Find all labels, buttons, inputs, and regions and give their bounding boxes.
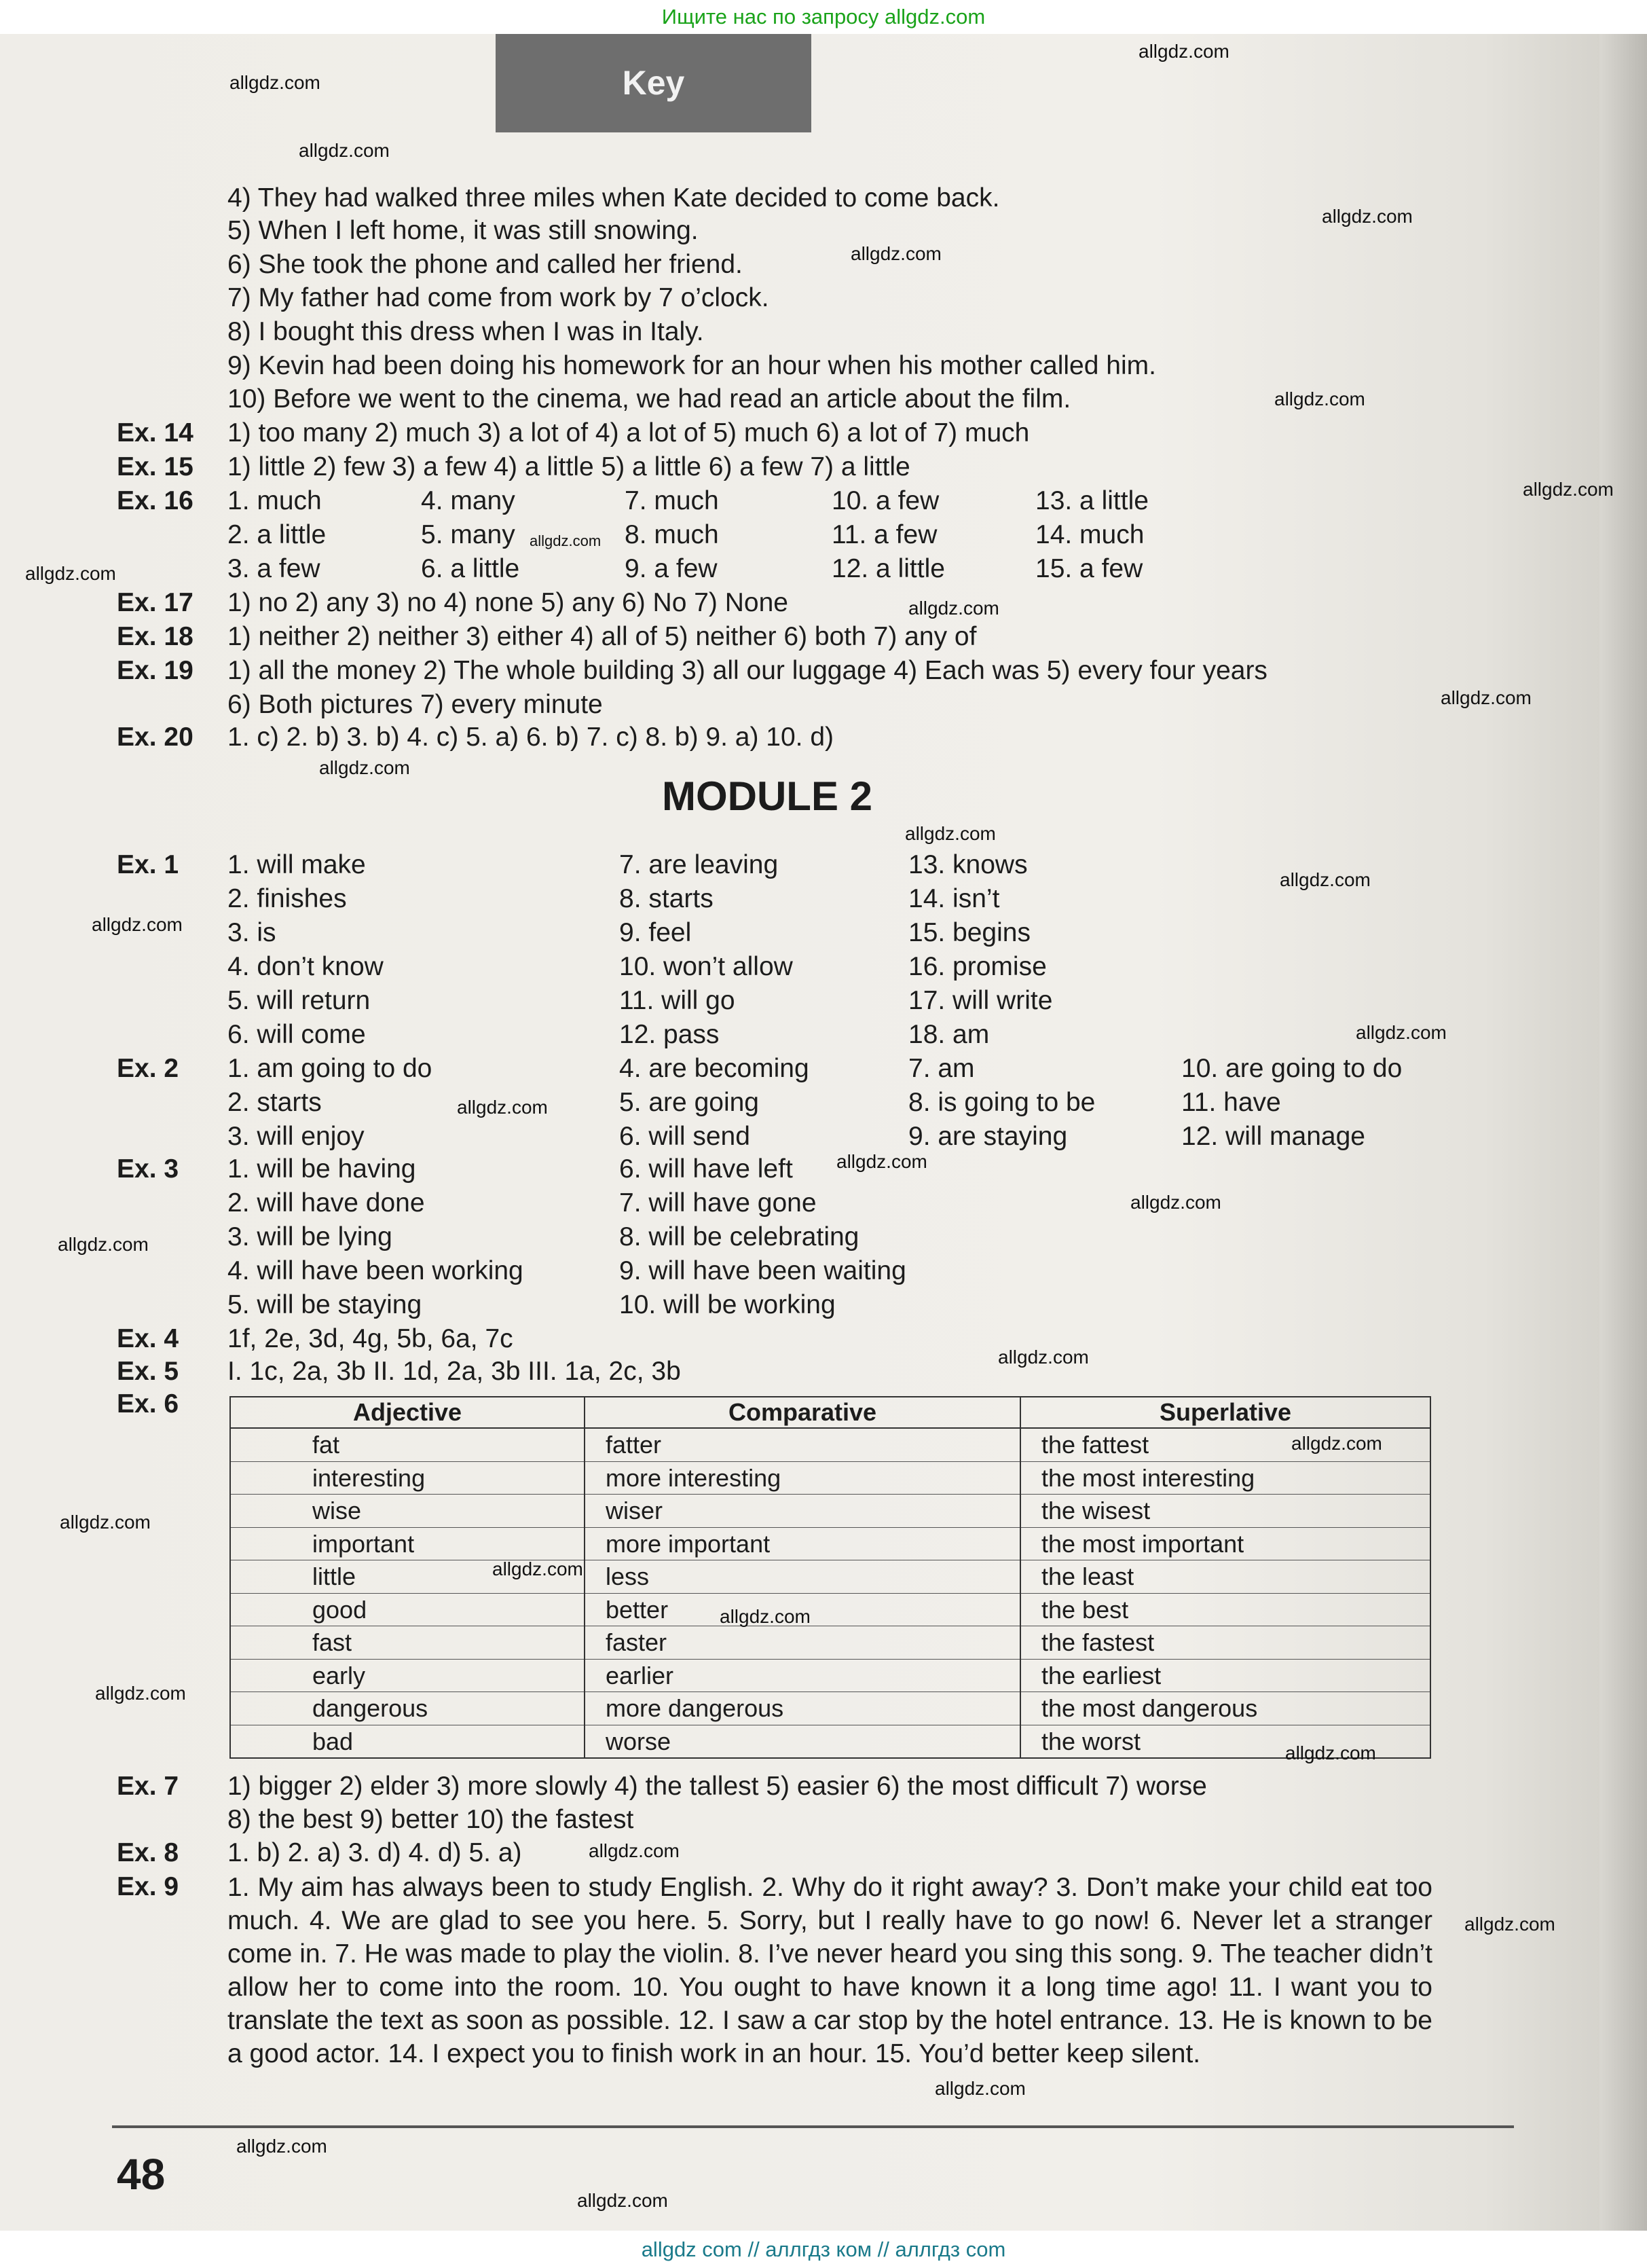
watermark-text: allgdz.com [1139, 41, 1229, 62]
superlative-cell: the fattest [1020, 1428, 1430, 1461]
adjective-comparison-table [229, 1396, 1431, 1759]
table-row [230, 1428, 1430, 1461]
comparative-cell: more interesting [585, 1461, 1020, 1495]
m2-ex1-item: 6. will come [227, 1020, 366, 1049]
watermark-text: allgdz.com [457, 1097, 548, 1118]
m2-ex1-item: 14. isn’t [908, 884, 1000, 913]
watermark-text: allgdz.com [1523, 479, 1614, 500]
adjective-cell: important [230, 1527, 585, 1560]
m2-ex3-item: 6. will have left [619, 1154, 793, 1184]
comparative-cell: worse [585, 1725, 1020, 1758]
adjective-cell: bad [230, 1725, 585, 1758]
watermark-text: allgdz.com [95, 1683, 186, 1704]
key-title: Key [496, 34, 811, 132]
m2-ex3-item: 2. will have done [227, 1188, 425, 1218]
m2-ex1-item: 2. finishes [227, 884, 347, 913]
top-banner[interactable]: Ищите нас по запросу allgdz.com [0, 0, 1647, 34]
m2-ex6-label: Ex. 6 [117, 1389, 179, 1419]
comparative-cell: fatter [585, 1428, 1020, 1461]
superlative-cell: the wisest [1020, 1495, 1430, 1528]
table-header-adjective: Adjective [230, 1397, 585, 1428]
table-row [230, 1495, 1430, 1528]
watermark-text: allgdz.com [492, 1558, 583, 1579]
ex16-item: 14. much [1035, 520, 1145, 549]
ex17-answers: 1) no 2) any 3) no 4) none 5) any 6) No 7) None [227, 588, 788, 617]
m2-ex1-item: 16. promise [908, 952, 1047, 981]
m2-ex1-item: 3. is [227, 918, 276, 947]
m2-ex1-item: 7. are leaving [619, 850, 779, 879]
ex13-line: 9) Kevin had been doing his homework for an hour when his mother called him. [227, 351, 1156, 380]
comparative-cell: wiser [585, 1495, 1020, 1528]
watermark-text: allgdz.com [319, 757, 410, 778]
ex16-item: 3. a few [227, 554, 320, 583]
watermark-text: allgdz.com [720, 1606, 811, 1627]
watermark-text: allgdz.com [299, 140, 390, 161]
m2-ex1-item: 1. will make [227, 850, 366, 879]
watermark-text: allgdz.com [58, 1234, 149, 1255]
ex14-answers: 1) too many 2) much 3) a lot of 4) a lot of 5) much 6) a lot of 7) much [227, 418, 1030, 447]
watermark-text: allgdz.com [60, 1512, 151, 1533]
table-row [230, 1692, 1430, 1725]
superlative-cell: the most interesting [1020, 1461, 1430, 1495]
m2-ex7-answers-line1: 1) bigger 2) elder 3) more slowly 4) the tallest 5) easier 6) the most difficult 7) worse [227, 1772, 1207, 1801]
ex16-item: 6. a little [421, 554, 520, 583]
ex19-answers-line2: 6) Both pictures 7) every minute [227, 690, 603, 719]
adjective-cell: wise [230, 1495, 585, 1528]
m2-ex1-item: 15. begins [908, 918, 1031, 947]
table-row [230, 1461, 1430, 1495]
adjective-cell: fat [230, 1428, 585, 1461]
m2-ex3-item: 4. will have been working [227, 1256, 523, 1285]
m2-ex9-label: Ex. 9 [117, 1872, 179, 1901]
m2-ex1-item: 5. will return [227, 986, 371, 1015]
watermark-text: allgdz.com [1322, 206, 1413, 227]
watermark-text: allgdz.com [1464, 1914, 1555, 1935]
ex13-line: 4) They had walked three miles when Kate decided to come back. [227, 183, 1000, 213]
m2-ex2-item: 4. are becoming [619, 1054, 809, 1083]
m2-ex1-item: 13. knows [908, 850, 1028, 879]
ex14-label: Ex. 14 [117, 418, 193, 447]
m2-ex3-label: Ex. 3 [117, 1154, 179, 1184]
watermark-text: allgdz.com [530, 532, 602, 549]
ex13-line: 10) Before we went to the cinema, we had read an article about the film. [227, 384, 1071, 414]
m2-ex2-item: 2. starts [227, 1088, 322, 1117]
ex16-item: 12. a little [832, 554, 945, 583]
ex19-answers-line1: 1) all the money 2) The whole building 3) all our luggage 4) Each was 5) every four years [227, 656, 1267, 685]
ex15-label: Ex. 15 [117, 452, 193, 481]
ex16-item: 4. many [421, 486, 515, 515]
watermark-text: allgdz.com [577, 2190, 668, 2211]
m2-ex1-label: Ex. 1 [117, 850, 179, 879]
m2-ex2-item: 1. am going to do [227, 1054, 432, 1083]
m2-ex7-answers-line2: 8) the best 9) better 10) the fastest [227, 1805, 634, 1834]
table-row [230, 1626, 1430, 1660]
watermark-text: allgdz.com [1130, 1192, 1221, 1213]
watermark-text: allgdz.com [92, 914, 183, 935]
watermark-text: allgdz.com [236, 2136, 327, 2157]
watermark-text: allgdz.com [851, 243, 942, 264]
ex13-line: 7) My father had come from work by 7 o’clock. [227, 283, 769, 312]
ex16-item: 8. much [625, 520, 719, 549]
table-row [230, 1593, 1430, 1626]
watermark-text: allgdz.com [905, 823, 996, 844]
m2-ex8-answers: 1. b) 2. a) 3. d) 4. d) 5. a) [227, 1838, 522, 1867]
m2-ex2-item: 12. will manage [1181, 1122, 1365, 1151]
adjective-cell: interesting [230, 1461, 585, 1495]
ex18-label: Ex. 18 [117, 622, 193, 651]
ex17-label: Ex. 17 [117, 588, 193, 617]
watermark-text: allgdz.com [1274, 388, 1365, 409]
ex18-answers: 1) neither 2) neither 3) either 4) all of 5) neither 6) both 7) any of [227, 622, 977, 651]
comparative-cell: earlier [585, 1659, 1020, 1692]
watermark-text: allgdz.com [1356, 1022, 1447, 1043]
m2-ex1-item: 12. pass [619, 1020, 720, 1049]
m2-ex3-item: 1. will be having [227, 1154, 416, 1184]
m2-ex3-item: 5. will be staying [227, 1290, 422, 1319]
m2-ex2-item: 9. are staying [908, 1122, 1068, 1151]
m2-ex1-item: 17. will write [908, 986, 1053, 1015]
superlative-cell: the best [1020, 1593, 1430, 1626]
m2-ex4-label: Ex. 4 [117, 1324, 179, 1353]
m2-ex9-answers: 1. My aim has always been to study English. 2. Why do it right away? 3. Don’t make your child eat too much. 4. We are glad to see you here. 5. Sorry, but I really have to go now! 6. Never let a stranger come in. 7. He was made to play the violin. 8. I’ve never heard you sing this song. 9. The teacher didn’t allow her to come into the room. 10. You ought to have known it a long time ago! 11. I want you to translate the text as soon as possible. 12. I saw a car stop by the hotel entrance. 13. He is known to be a good actor. 14. I expect you to finish work in an hour. 15. You’d better keep silent. [227, 1873, 1432, 2068]
ex16-label: Ex. 16 [117, 486, 193, 515]
m2-ex2-item: 11. have [1181, 1088, 1281, 1117]
m2-ex2-item: 5. are going [619, 1088, 759, 1117]
m2-ex2-item: 3. will enjoy [227, 1122, 365, 1151]
ex16-item: 5. many [421, 520, 515, 549]
m2-ex1-item: 11. will go [619, 986, 735, 1015]
watermark-text: allgdz.com [589, 1840, 680, 1861]
ex16-item: 2. a little [227, 520, 327, 549]
watermark-text: allgdz.com [25, 563, 116, 584]
superlative-cell: the worst [1020, 1725, 1430, 1758]
watermark-text: allgdz.com [998, 1347, 1089, 1368]
m2-ex3-item: 9. will have been waiting [619, 1256, 906, 1285]
m2-ex3-item: 10. will be working [619, 1290, 836, 1319]
table-row [230, 1527, 1430, 1560]
superlative-cell: the most dangerous [1020, 1692, 1430, 1725]
watermark-text: allgdz.com [908, 598, 999, 619]
ex16-item: 9. a few [625, 554, 718, 583]
m2-ex2-item: 8. is going to be [908, 1088, 1096, 1117]
table-header-comparative: Comparative [585, 1397, 1020, 1428]
module-heading: MODULE 2 [662, 773, 873, 819]
comparative-cell: less [585, 1560, 1020, 1594]
m2-ex1-item: 8. starts [619, 884, 714, 913]
comparative-cell: more important [585, 1527, 1020, 1560]
m2-ex3-item: 3. will be lying [227, 1222, 392, 1251]
superlative-cell: the most important [1020, 1527, 1430, 1560]
footer-rule [112, 2125, 1514, 2128]
watermark-text: allgdz.com [1285, 1742, 1376, 1763]
adjective-cell: good [230, 1593, 585, 1626]
adjective-cell: early [230, 1659, 585, 1692]
adjective-cell: dangerous [230, 1692, 585, 1725]
ex16-item: 10. a few [832, 486, 940, 515]
ex16-item: 1. much [227, 486, 322, 515]
watermark-text: allgdz.com [1291, 1433, 1382, 1454]
bottom-banner[interactable]: allgdz com // аллгдз ком // аллгдз com [0, 2231, 1647, 2268]
m2-ex1-item: 4. don’t know [227, 952, 384, 981]
watermark-text: allgdz.com [1280, 869, 1371, 890]
adjective-cell: little [230, 1560, 585, 1594]
ex13-line: 6) She took the phone and called her friend. [227, 250, 743, 279]
m2-ex7-label: Ex. 7 [117, 1772, 179, 1801]
book-spine-shadow [1599, 0, 1647, 2268]
m2-ex3-item: 7. will have gone [619, 1188, 817, 1218]
m2-ex2-label: Ex. 2 [117, 1054, 179, 1083]
ex16-item: 7. much [625, 486, 719, 515]
watermark-text: allgdz.com [836, 1151, 927, 1172]
m2-ex8-label: Ex. 8 [117, 1838, 179, 1867]
ex15-answers: 1) little 2) few 3) a few 4) a little 5) a little 6) a few 7) a little [227, 452, 910, 481]
ex13-line: 5) When I left home, it was still snowing. [227, 216, 699, 245]
m2-ex5-answers: I. 1c, 2a, 3b II. 1d, 2a, 3b III. 1a, 2c, 3b [227, 1357, 681, 1386]
table-row [230, 1659, 1430, 1692]
watermark-text: allgdz.com [1441, 687, 1532, 708]
watermark-text: allgdz.com [935, 2078, 1026, 2099]
ex20-answers: 1. c) 2. b) 3. b) 4. c) 5. a) 6. b) 7. c) 8. b) 9. a) 10. d) [227, 723, 834, 752]
ex16-item: 11. a few [832, 520, 938, 549]
m2-ex1-item: 9. feel [619, 918, 692, 947]
comparative-cell: faster [585, 1626, 1020, 1660]
m2-ex2-item: 7. am [908, 1054, 975, 1083]
table-row [230, 1725, 1430, 1758]
superlative-cell: the earliest [1020, 1659, 1430, 1692]
m2-ex4-answers: 1f, 2e, 3d, 4g, 5b, 6a, 7c [227, 1324, 513, 1353]
page-number: 48 [117, 2150, 166, 2199]
ex19-label: Ex. 19 [117, 656, 193, 685]
comparative-cell: better [585, 1593, 1020, 1626]
adjective-cell: fast [230, 1626, 585, 1660]
m2-ex2-item: 10. are going to do [1181, 1054, 1403, 1083]
table-row [230, 1560, 1430, 1594]
m2-ex5-label: Ex. 5 [117, 1357, 179, 1386]
ex13-line: 8) I bought this dress when I was in Italy. [227, 317, 704, 346]
superlative-cell: the fastest [1020, 1626, 1430, 1660]
ex16-item: 13. a little [1035, 486, 1149, 515]
watermark-text: allgdz.com [229, 72, 320, 93]
ex20-label: Ex. 20 [117, 723, 193, 752]
superlative-cell: the least [1020, 1560, 1430, 1594]
m2-ex1-item: 10. won’t allow [619, 952, 793, 981]
comparative-cell: more dangerous [585, 1692, 1020, 1725]
ex16-item: 15. a few [1035, 554, 1143, 583]
table-header-superlative: Superlative [1020, 1397, 1430, 1428]
m2-ex1-item: 18. am [908, 1020, 990, 1049]
m2-ex2-item: 6. will send [619, 1122, 750, 1151]
m2-ex3-item: 8. will be celebrating [619, 1222, 859, 1251]
